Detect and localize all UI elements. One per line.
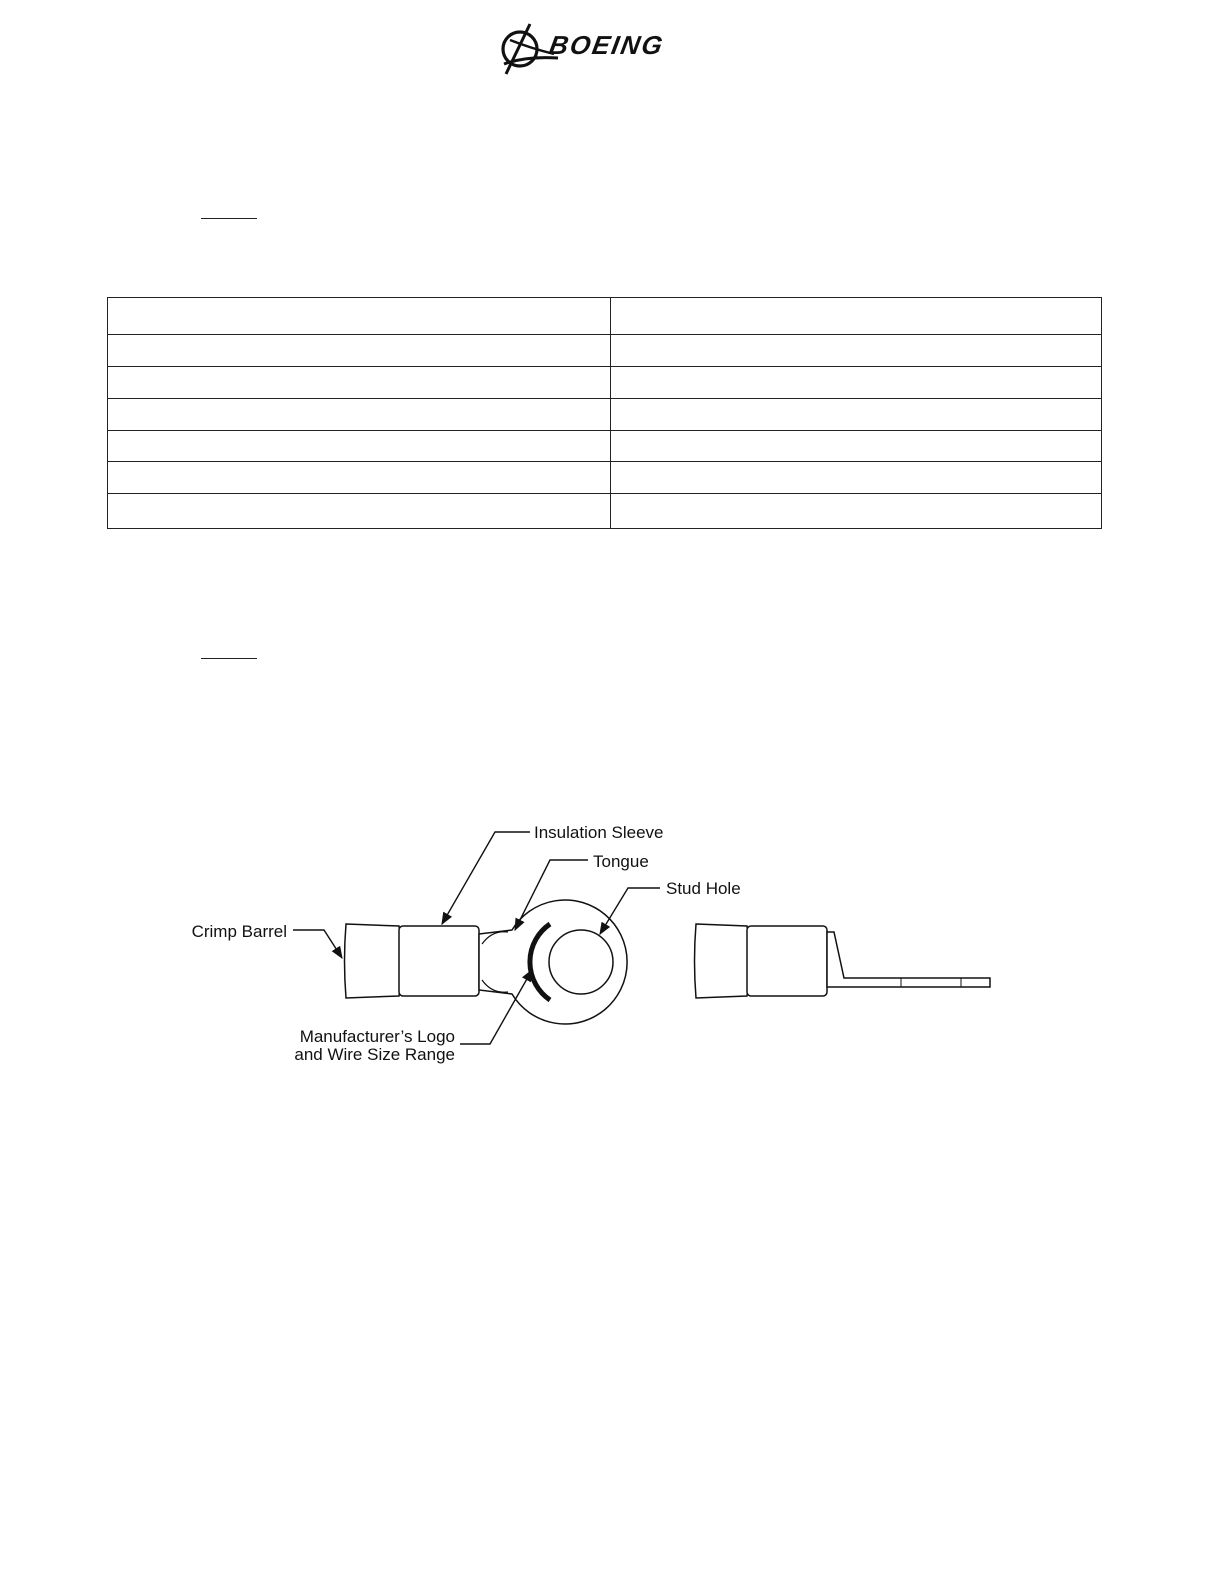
leader-crimp-barrel bbox=[293, 930, 342, 958]
table-row bbox=[108, 462, 1102, 494]
table-cell bbox=[108, 335, 611, 367]
section-underline-1 bbox=[201, 218, 257, 219]
table-row bbox=[108, 431, 1102, 462]
table-cell bbox=[108, 431, 611, 462]
ring-terminal-figure bbox=[170, 812, 1010, 1072]
table-cell bbox=[108, 367, 611, 399]
leader-insulation-sleeve bbox=[442, 832, 530, 924]
label-logo-line1: Manufacturer’s Logo bbox=[299, 1027, 455, 1046]
table-cell bbox=[611, 399, 1102, 431]
spec-table bbox=[107, 297, 1102, 529]
table-row bbox=[108, 494, 1102, 529]
crimp-barrel-side bbox=[695, 924, 750, 998]
table-cell bbox=[611, 462, 1102, 494]
table-cell bbox=[611, 335, 1102, 367]
insulation-sleeve-side bbox=[747, 926, 827, 996]
tongue-side bbox=[827, 932, 990, 987]
label-insulation-sleeve: Insulation Sleeve bbox=[534, 823, 664, 842]
table-row bbox=[108, 399, 1102, 431]
crimp-barrel-front bbox=[345, 924, 402, 998]
table-row bbox=[108, 367, 1102, 399]
table-cell bbox=[108, 462, 611, 494]
table-cell bbox=[108, 399, 611, 431]
label-stud-hole: Stud Hole bbox=[666, 879, 741, 898]
table-row bbox=[108, 298, 1102, 335]
table-cell bbox=[611, 367, 1102, 399]
insulation-sleeve-front bbox=[399, 926, 479, 996]
stud-hole bbox=[549, 930, 613, 994]
table-cell bbox=[108, 494, 611, 529]
label-logo-line2: and Wire Size Range bbox=[294, 1045, 455, 1064]
table-cell bbox=[611, 298, 1102, 335]
table-cell bbox=[611, 431, 1102, 462]
table-cell bbox=[611, 494, 1102, 529]
label-tongue: Tongue bbox=[593, 852, 649, 871]
table-row bbox=[108, 335, 1102, 367]
table-cell bbox=[108, 298, 611, 335]
boeing-wordmark: BOEING bbox=[546, 30, 667, 60]
boeing-logo bbox=[496, 20, 728, 78]
label-crimp-barrel: Crimp Barrel bbox=[191, 922, 287, 941]
section-underline-2 bbox=[201, 658, 257, 659]
